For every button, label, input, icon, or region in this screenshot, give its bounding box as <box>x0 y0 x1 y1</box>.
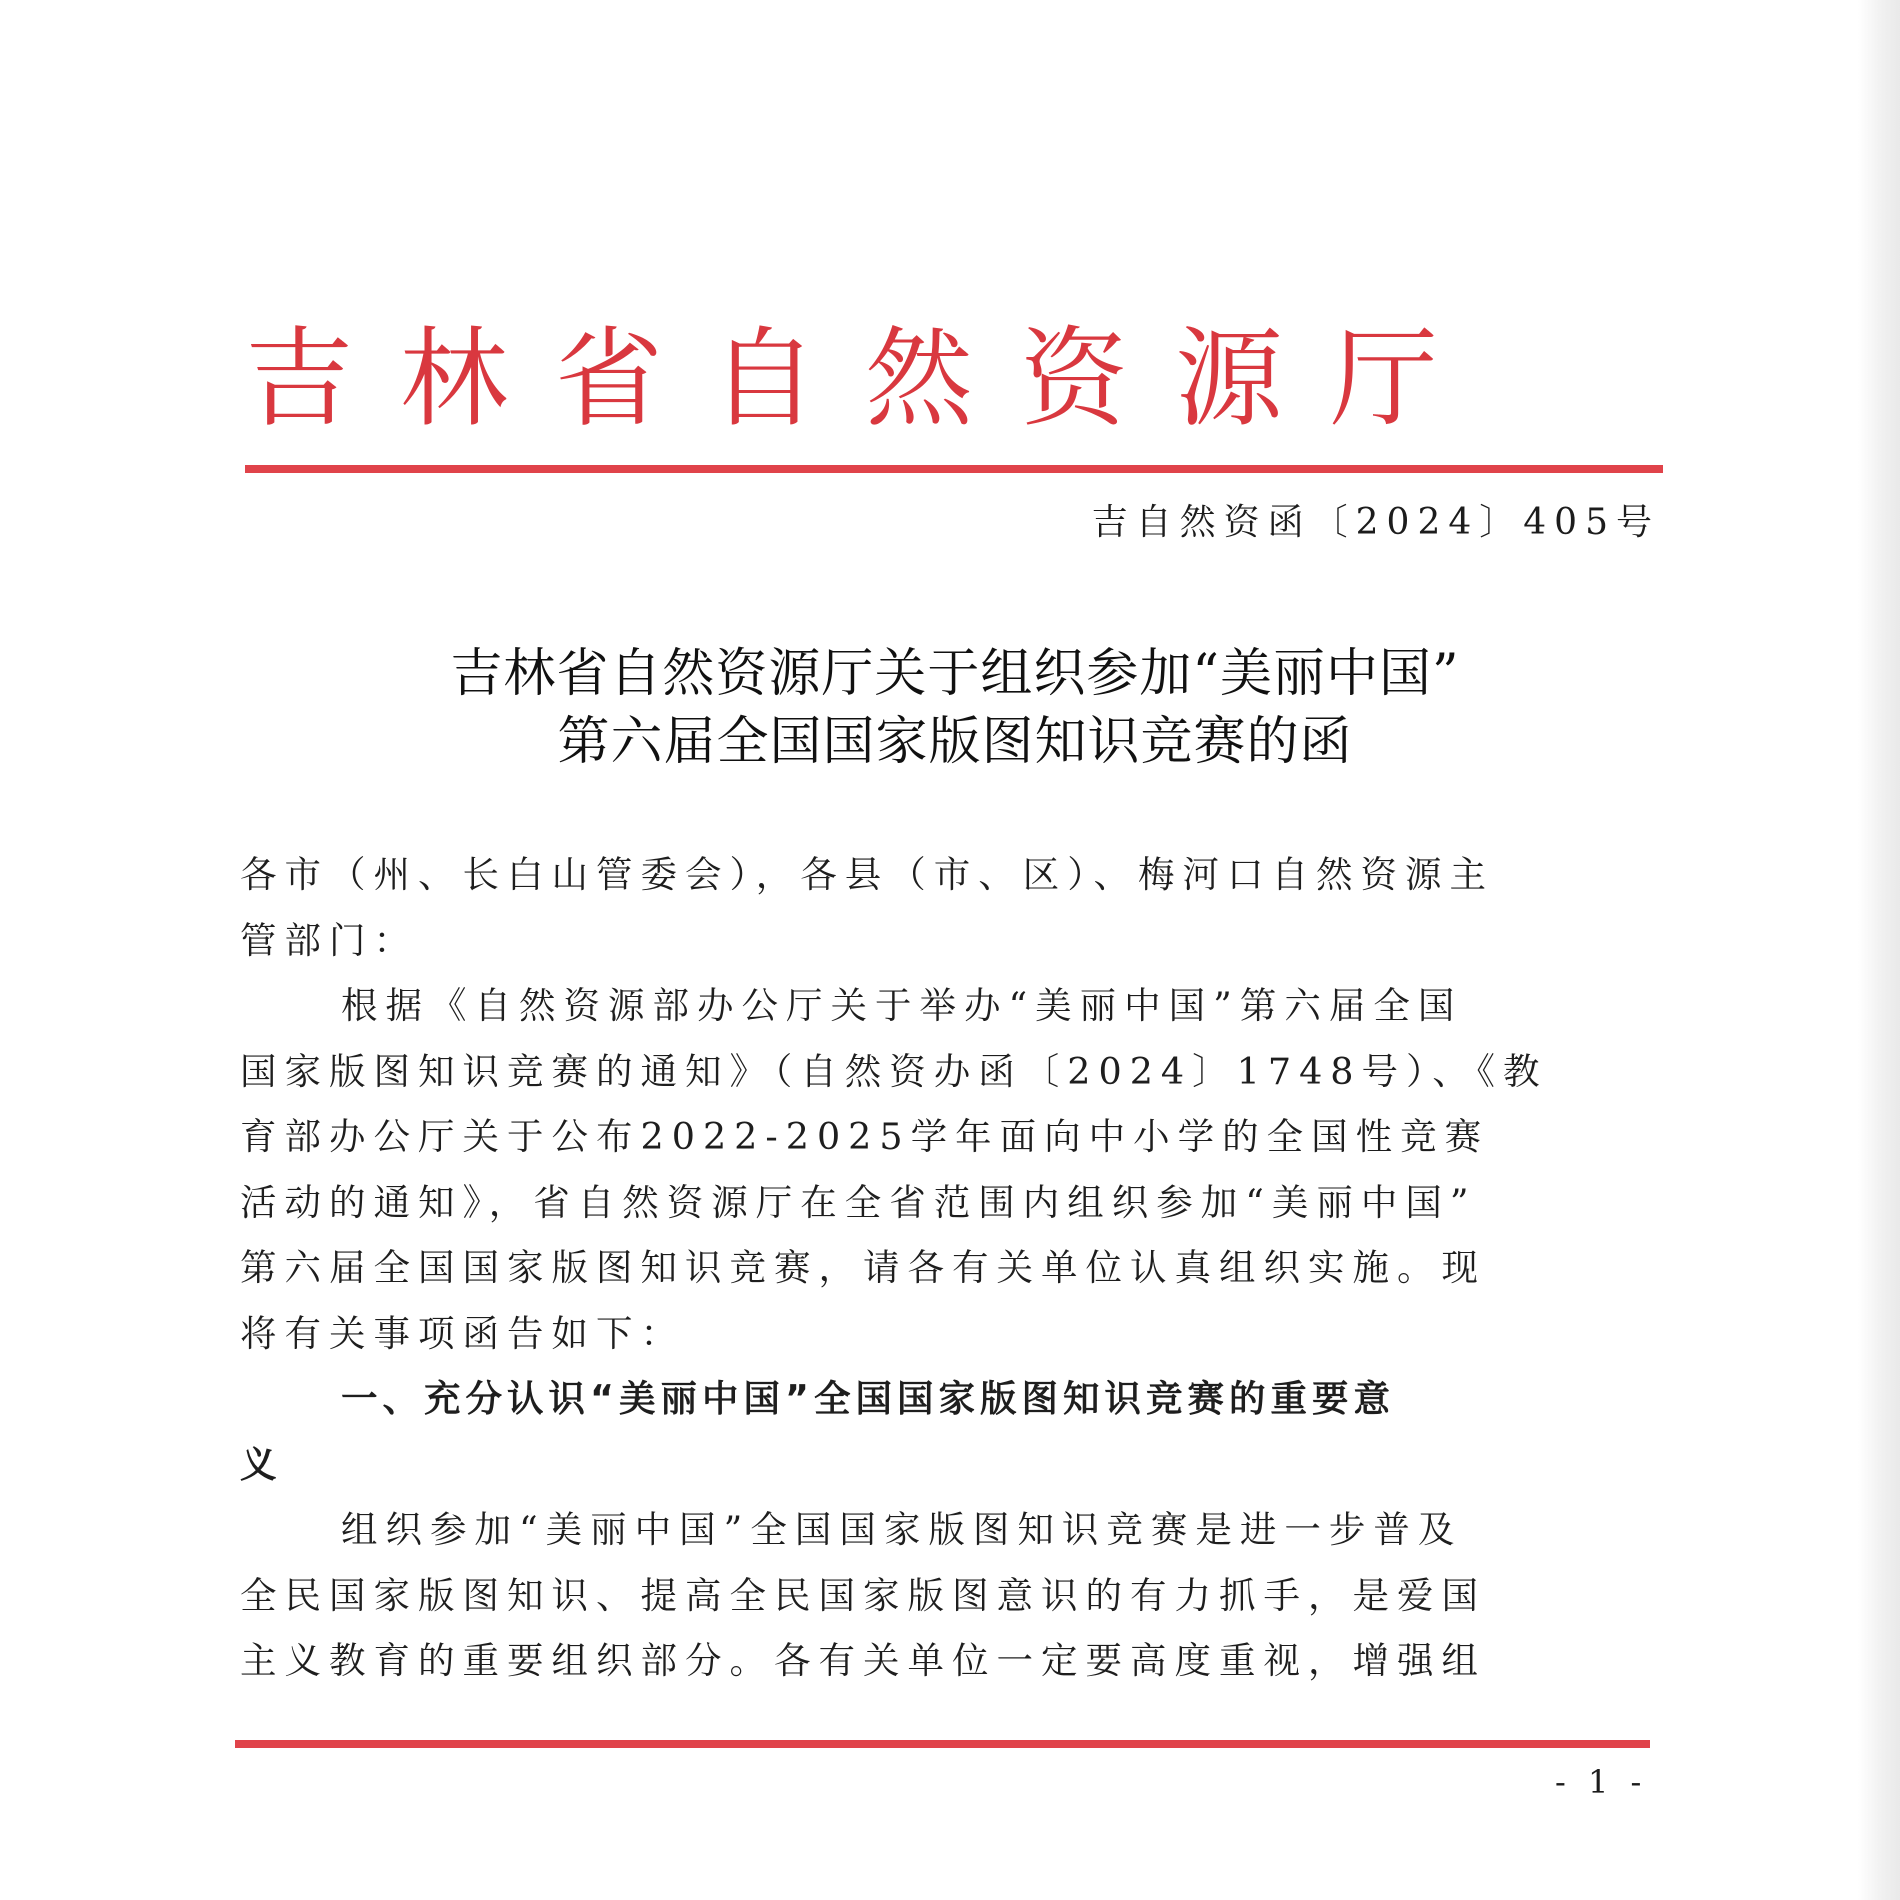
red-rule-top <box>245 465 1663 473</box>
section-heading-line: 一、充分认识“美丽中国”全国国家版图知识竞赛的重要意 <box>341 1377 1395 1420</box>
title-line: 吉林省自然资源厅关于组织参加“美丽中国” <box>450 644 1460 704</box>
title-line: 第六届全国国家版图知识竞赛的函 <box>557 712 1353 772</box>
paragraph-line: 活动的通知》，省自然资源厅在全省范围内组织参加“美丽中国” <box>240 1180 1477 1224</box>
paragraph-line: 国家版图知识竞赛的通知》（自然资办函〔2024〕1748号）、《教 <box>240 1049 1548 1093</box>
paragraph-line: 组织参加“美丽中国”全国国家版图知识竞赛是进一步普及 <box>341 1508 1463 1551</box>
paragraph-line: 育部办公厅关于公布2022-2025学年面向中小学的全国性竞赛 <box>240 1115 1490 1158</box>
document-title <box>240 640 1670 776</box>
paragraph-line: 全民国家版图知识、提高全民国家版图意识的有力抓手，是爱国 <box>240 1573 1486 1617</box>
document-number: 吉自然资函〔2024〕405号 <box>1091 502 1660 543</box>
paragraph-line: 根据《自然资源部办公厅关于举办“美丽中国”第六届全国 <box>341 984 1463 1027</box>
salutation-line: 各市（州、长白山管委会），各县（市、区）、梅河口自然资源主 <box>240 853 1494 896</box>
paragraph-line: 第六届全国国家版图知识竞赛，请各有关单位认真组织实施。现 <box>240 1246 1486 1289</box>
red-rule-bottom <box>235 1740 1650 1748</box>
paragraph-line: 将有关事项函告如下： <box>240 1311 685 1355</box>
org-header: 吉林省自然资源厅 <box>245 317 1486 442</box>
document-body <box>240 842 1660 1694</box>
section-heading-line: 义 <box>240 1442 282 1486</box>
salutation-line: 管部门： <box>240 918 418 962</box>
paragraph-line: 主义教育的重要组织部分。各有关单位一定要高度重视，增强组 <box>240 1639 1486 1682</box>
page-number: - 1 - <box>1555 1763 1648 1801</box>
scan-edge-shadow <box>1858 0 1900 1900</box>
